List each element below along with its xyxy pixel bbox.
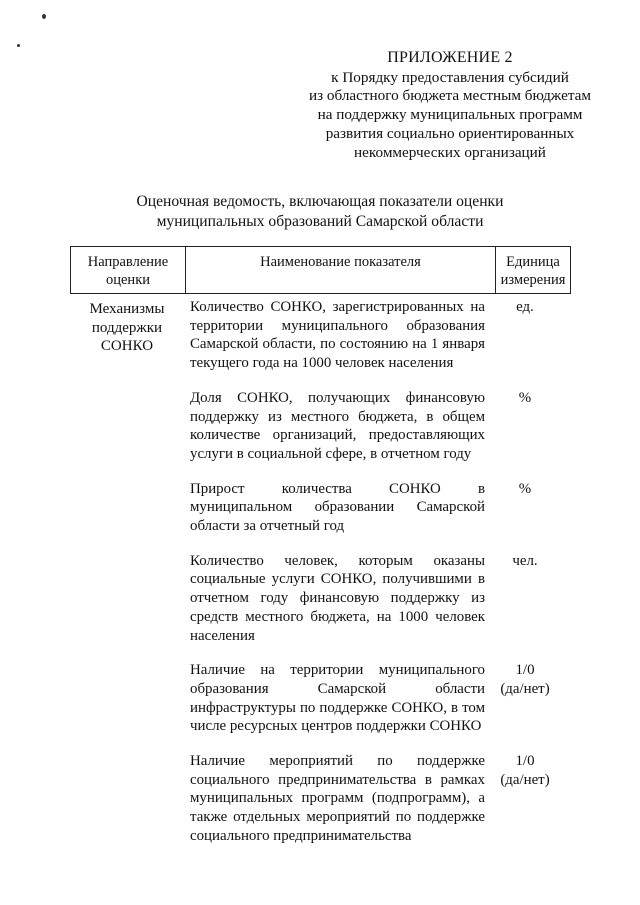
table-header-row <box>71 247 571 294</box>
appendix-line: из областного бюджета местным бюджетам <box>308 87 592 105</box>
unit-text: чел. <box>512 552 538 569</box>
indicator-unit <box>485 552 565 646</box>
indicator-name: Количество СОНКО, зарегистрированных на территории муниципального образования Самарской области, по состоянию на 1 января текущего года на 1000 человек населения <box>190 299 485 372</box>
indicators-list <box>190 298 565 862</box>
table-row <box>190 661 565 736</box>
indicator-unit <box>485 389 565 464</box>
direction-line: поддержки <box>91 319 163 336</box>
unit-text: % <box>518 480 532 497</box>
header-unit <box>496 247 571 294</box>
direction-cell <box>72 300 182 356</box>
unit-text: ед. <box>516 299 534 315</box>
document-title <box>120 192 520 231</box>
direction-line: Механизмы <box>89 301 165 317</box>
indicator-name: Наличие на территории муниципального образования Самарской области инфраструктуры по поддержке СОНКО, в том числе ресурсных центров поддержки СОНКО <box>190 662 485 735</box>
table-row <box>190 552 565 646</box>
appendix-line: к Порядку предоставления субсидий <box>331 68 569 86</box>
direction-line: СОНКО <box>100 338 154 355</box>
table-row <box>190 298 565 373</box>
unit-text: (да/нет) <box>500 771 550 788</box>
header-unit-line: Единица <box>506 254 560 270</box>
document-title-line: муниципальных образований Самарской области <box>156 212 484 230</box>
header-unit-line: измерения <box>500 272 566 288</box>
indicator-name: Количество человек, которым оказаны социальные услуги СОНКО, получившими в отчетном году финансовую поддержку из средств местного бюджета, на 1000 человек населения <box>190 552 485 644</box>
indicator-name: Наличие мероприятий по поддержке социального предпринимательства в рамках муниципальных программ (подпрограмм), а также отдельных мероприятий по поддержке социального предпринимательства <box>190 753 485 844</box>
scan-speck <box>42 14 46 19</box>
scan-speck <box>17 44 20 47</box>
indicator-unit <box>485 752 565 846</box>
unit-text: (да/нет) <box>500 680 550 697</box>
indicator-name: Прирост количества СОНКО в муниципальном образовании Самарской области за отчетный год <box>190 480 485 535</box>
appendix-line: развития социально ориентированных <box>325 124 575 142</box>
table-row <box>190 480 565 536</box>
appendix-line: на поддержку муниципальных программ <box>317 106 583 124</box>
appendix-header <box>300 49 600 162</box>
indicators-table-header <box>70 246 571 294</box>
indicator-unit <box>485 298 565 373</box>
unit-text: 1/0 <box>515 753 535 770</box>
header-direction-line: оценки <box>105 272 150 288</box>
indicator-unit <box>485 661 565 736</box>
appendix-title: ПРИЛОЖЕНИЕ 2 <box>387 49 513 66</box>
indicator-unit <box>485 480 565 536</box>
appendix-line: некоммерческих организаций <box>354 143 546 161</box>
document-title-line: Оценочная ведомость, включающая показатели оценки <box>136 193 504 210</box>
header-indicator-name: Наименование показателя <box>186 247 496 294</box>
header-direction <box>71 247 186 294</box>
unit-text: % <box>518 389 532 406</box>
table-row <box>190 752 565 846</box>
indicator-name: Доля СОНКО, получающих финансовую поддержку из местного бюджета, в общем количестве организаций, предоставляющих услуги в социальной сфере, в отчетном году <box>190 389 485 462</box>
unit-text: 1/0 <box>515 662 535 679</box>
header-direction-line: Направление <box>87 254 169 270</box>
table-row <box>190 389 565 464</box>
